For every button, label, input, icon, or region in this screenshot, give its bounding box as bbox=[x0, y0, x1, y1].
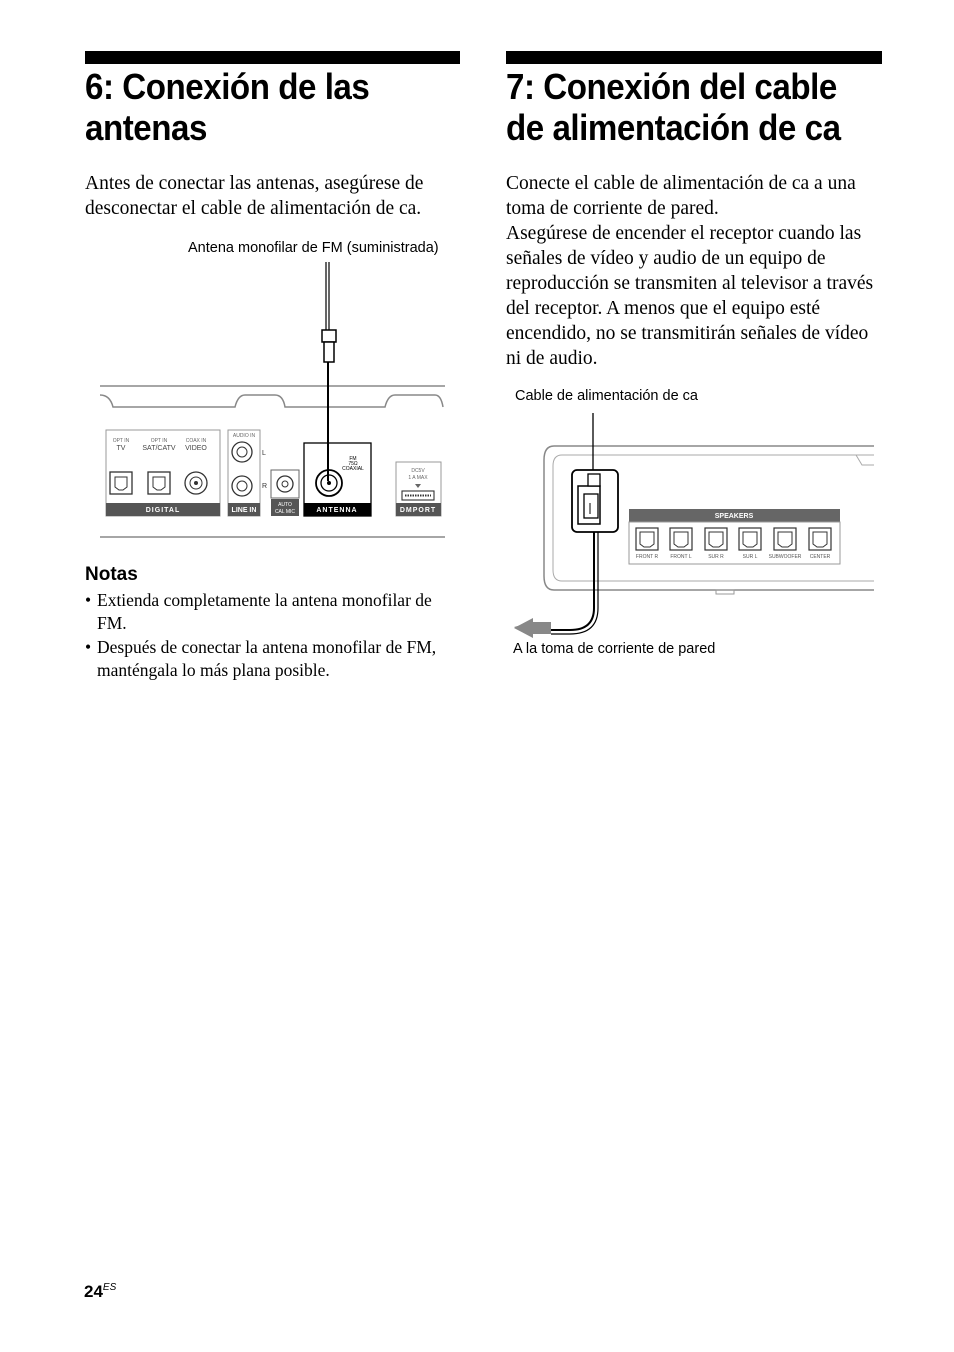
auto-label: AUTO bbox=[278, 502, 292, 508]
mic-jack-icon bbox=[271, 470, 299, 498]
opt-in-2-label: OPT IN bbox=[150, 438, 168, 444]
speakers-group bbox=[629, 522, 840, 564]
coaxial-port-icon bbox=[185, 472, 207, 494]
speaker-port-label: FRONT L bbox=[670, 554, 692, 560]
arrow-head bbox=[514, 618, 533, 638]
optical-port-icon bbox=[148, 472, 170, 494]
dc5v-label: DC5V bbox=[411, 468, 425, 474]
speakers-title: SPEAKERS bbox=[714, 513, 754, 520]
page-number-value: 24 bbox=[84, 1282, 103, 1301]
speaker-port-label: FRONT R bbox=[635, 554, 659, 560]
fm-label: FM bbox=[349, 456, 357, 462]
power-cable-caption: Cable de alimentación de ca bbox=[515, 388, 698, 404]
optical-port-icon bbox=[110, 472, 132, 494]
dmport-connector-icon bbox=[402, 491, 434, 500]
arrow-shaft bbox=[533, 622, 551, 634]
power-body-text: Conecte el cable de alimentación de ca a una toma de corriente de pared. Asegúrese de encender el receptor cuando las señales de vídeo y audio de un equipo de reproducción se transmiten al televisor a través del receptor. A menos que el equipo esté encendido, no se transmitirán señales de vídeo ni de audio. bbox=[506, 173, 874, 369]
cal-mic-label: CAL MIC bbox=[274, 509, 296, 515]
speaker-port-label: SUR L bbox=[742, 554, 758, 560]
coax-in-label: COAX IN bbox=[185, 438, 207, 444]
note-item: • Extienda completamente la antena monofilar de FM. bbox=[85, 589, 460, 634]
coaxial-label: COAXIAL bbox=[342, 466, 364, 472]
receiver-corner bbox=[856, 455, 874, 465]
notes-list bbox=[85, 589, 460, 683]
section-title: 6: Conexión de las antenas bbox=[85, 66, 370, 148]
video-label: VIDEO bbox=[185, 445, 207, 452]
wall-outlet-caption: A la toma de corriente de pared bbox=[513, 641, 716, 657]
tv-label: TV bbox=[116, 445, 126, 452]
page-lang: ES bbox=[102, 1282, 117, 1293]
rca-port-icon bbox=[232, 442, 252, 462]
rca-port-icon bbox=[232, 476, 252, 496]
title-rule bbox=[506, 51, 882, 64]
title-rule bbox=[85, 51, 460, 64]
speaker-port-icon bbox=[739, 528, 761, 550]
power-inlet-icon bbox=[572, 470, 618, 532]
opt-in-1-label: OPT IN bbox=[112, 438, 130, 444]
antenna-plug-icon bbox=[322, 330, 336, 362]
l-label: L bbox=[262, 450, 266, 457]
speaker-port-label: SUR R bbox=[708, 554, 724, 560]
sat-catv-label: SAT/CATV bbox=[142, 445, 176, 452]
r-label: R bbox=[262, 483, 268, 490]
intro-text: Antes de conectar las antenas, asegúrese de desconectar el cable de alimentación de ca. bbox=[85, 173, 424, 219]
page-number bbox=[84, 1282, 116, 1302]
section-title: 7: Conexión del cable de alimentación de ca bbox=[506, 66, 841, 148]
speaker-port-label: CENTER bbox=[809, 554, 831, 560]
speaker-port-icon bbox=[705, 528, 727, 550]
speaker-port-icon bbox=[774, 528, 796, 550]
notes-title: Notas bbox=[85, 564, 138, 585]
amax-label: 1 A MAX bbox=[408, 475, 428, 481]
speaker-port-icon bbox=[809, 528, 831, 550]
dmport-label: DMPORT bbox=[399, 507, 437, 514]
digital-label: DIGITAL bbox=[145, 507, 181, 514]
speaker-port-icon bbox=[670, 528, 692, 550]
line-in-label: LINE IN bbox=[231, 507, 257, 514]
ohm-label: 75Ω bbox=[348, 461, 358, 467]
speaker-port-label: SUBWOOFER bbox=[768, 554, 802, 560]
antenna-label: ANTENNA bbox=[316, 507, 358, 514]
note-item: • Después de conectar la antena monofilar de FM, manténgala lo más plana posible. bbox=[85, 636, 460, 681]
speaker-port-icon bbox=[636, 528, 658, 550]
audio-in-label: AUDIO IN bbox=[232, 433, 256, 439]
antenna-caption: Antena monofilar de FM (suministrada) bbox=[188, 240, 439, 256]
power-connection-diagram bbox=[506, 408, 882, 643]
antenna-connection-diagram bbox=[85, 262, 460, 547]
